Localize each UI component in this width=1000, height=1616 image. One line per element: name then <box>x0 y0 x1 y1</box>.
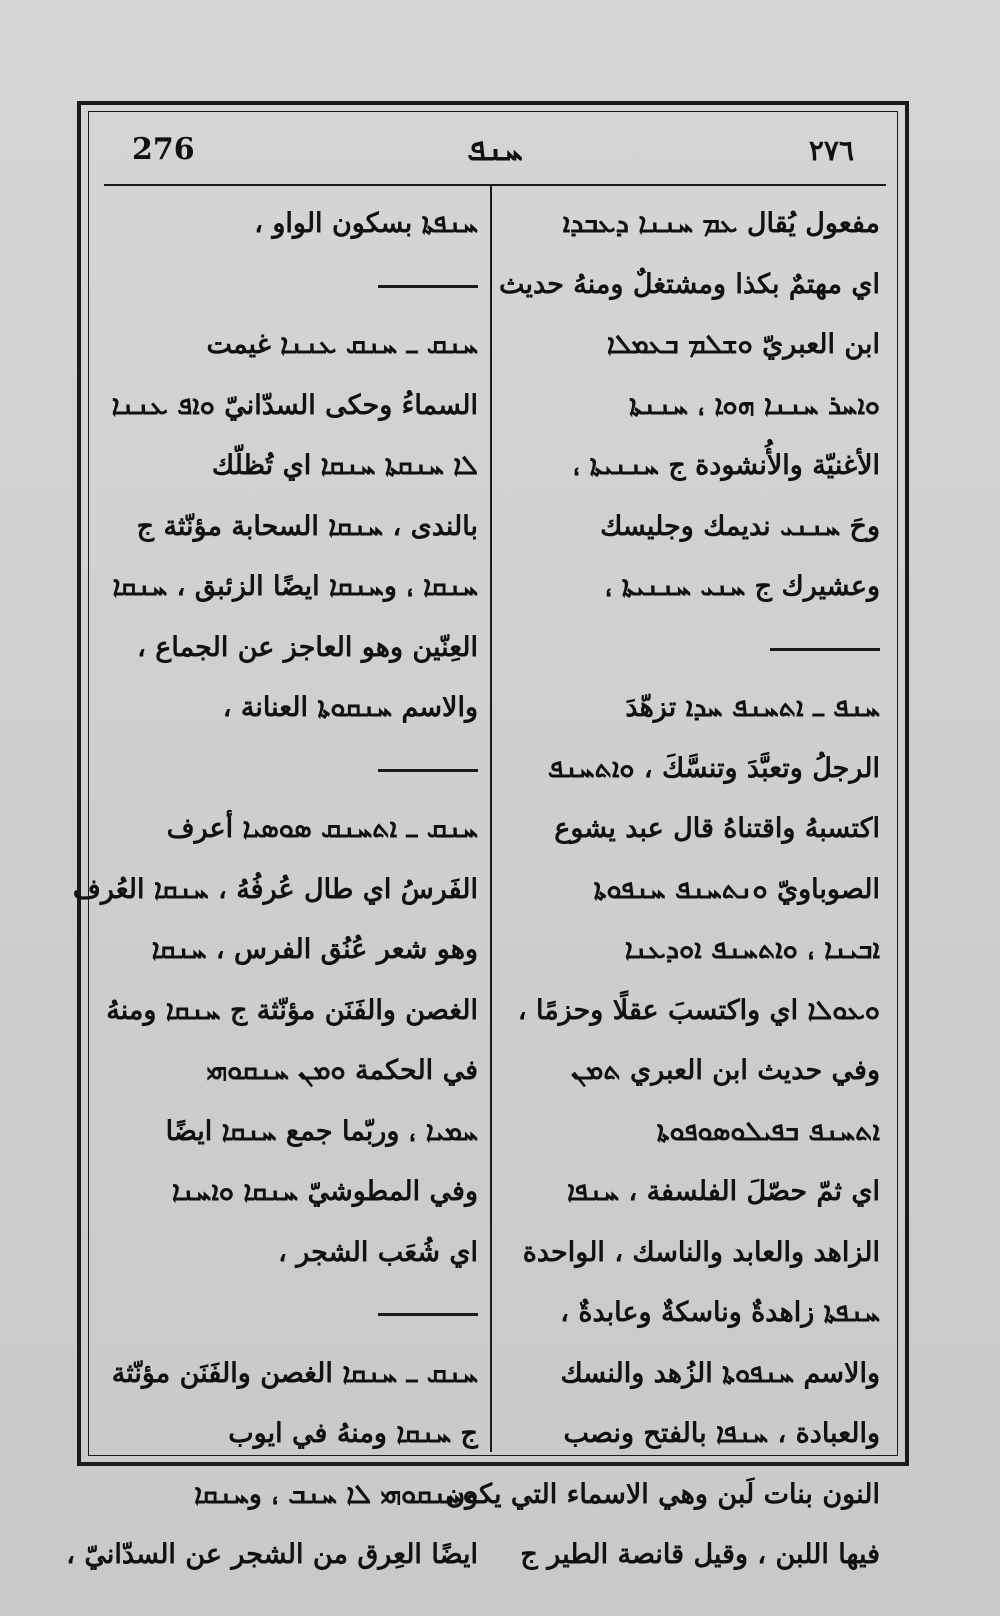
running-head: ܚܢܦ <box>467 130 523 168</box>
text-line: والاسم ܚܢܩܘܬܐ العنانة ، <box>222 692 478 723</box>
text-line: الزاهد والعابد والناسك ، الواحدة <box>522 1236 880 1268</box>
entry-separator <box>100 739 478 800</box>
text-line: وهو شعر عُنُق الفرس ، ܚܢܩܐ <box>151 934 478 965</box>
text-line: العِنّين وهو العاجز عن الجماع ، <box>137 631 478 663</box>
page-header <box>100 120 890 190</box>
text-line: والاسم ܚܢܦܘܬܐ الزُهد والنسك <box>560 1357 880 1389</box>
text-line: بالندى ، ܚܢܩܐ السحابة مؤنّثة ج <box>136 510 478 542</box>
text-line: وحَ ܚܢܢܝ نديمك وجليسك <box>600 510 880 542</box>
text-line: في الحكمة ܘܡܢ ܚܢܩܘܗܝ <box>206 1055 478 1086</box>
text-line: ܚܢܩܐ ، وܚܢܩܐ ايضًا الزئبق ، ܚܢܩܐ <box>112 571 478 602</box>
page-number-right: ٢٧٦ <box>808 134 854 167</box>
text-line: ܠܐ ܚܢܩܬܐ ܚܢܩܐ اي تُظلّك <box>211 450 478 481</box>
text-line: ܚܢܩ ـ ܐܬܚܢܩ ܣܘܣܝܐ أعرف <box>166 813 478 844</box>
text-line: ܐܒܝܢܐ ، ܘܐܬܚܢܦ ܐܘܕܥܢܐ <box>624 934 880 965</box>
text-line: ابن العبريّ ܘܫܠܡ ܒܥܡܠܐ <box>606 329 880 360</box>
text-line: النون بنات لَبن وهي الاسماء التي يكون <box>445 1478 880 1510</box>
text-line: ܐܬܚܢܦ ܒܦܝܠܘܣܘܦܘܬܐ <box>656 1115 880 1147</box>
text-line: ܚܡܝܐ ، وربّما جمع ܚܢܩܐ ايضًا <box>165 1115 478 1147</box>
entry-separator <box>100 1283 478 1344</box>
text-line: الغصن والفَنَن مؤنّثة ج ܚܢܩܐ ومنهُ <box>106 994 478 1026</box>
entry-separator <box>500 618 880 679</box>
text-line: والعبادة ، ܚܢܦܐ بالفتح ونصب <box>563 1418 880 1449</box>
text-line: ايضًا العِرق من الشجر عن السدّانيّ ، <box>66 1539 478 1570</box>
text-line: ܚܢܩ ـ ܚܢܩܐ الغصن والفَنَن مؤنّثة <box>111 1357 478 1389</box>
header-rule <box>104 184 886 186</box>
text-line: اي مهتمٌ بكذا ومشتغلٌ ومنهُ حديث <box>499 268 880 300</box>
text-line: وعشيرك ج ܚܢܝ ܚܢܢܝܬܐ ، <box>604 571 880 602</box>
text-line: فيها اللبن ، وقيل قانصة الطير ج <box>520 1539 880 1570</box>
text-line: السماءُ وحكى السدّانيّ ܘܐܦ ܥܢܢܐ <box>111 389 478 421</box>
text-line: ج ܚܢܩܐ ومنهُ في ايوب <box>228 1418 478 1449</box>
right-column <box>445 194 880 1570</box>
text-line: الفَرسُ اي طال عُرفُهُ ، ܚܢܩܐ العُرف <box>72 873 478 905</box>
text-line: اي ثمّ حصّلَ الفلسفة ، ܚܢܦܐ <box>566 1176 880 1207</box>
left-column <box>66 194 478 1570</box>
text-line: الصوباويّ ܘܢܬܚܢܦ ܚܢܦܘܬܐ <box>593 873 880 905</box>
text-line: اكتسبهُ واقتناهُ قال عبد يشوع <box>554 813 880 844</box>
text-line: الرجلُ وتعبَّدَ وتنسَّكَ ، ܘܐܬܚܢܦ <box>547 752 880 784</box>
text-line: وفي المطوشيّ ܚܢܩܐ ܘܐܚܢܐ <box>171 1176 478 1207</box>
column-divider <box>490 186 492 1452</box>
text-line: ܚܢܦܬܐ زاهدةٌ وناسكةٌ وعابدةٌ ، <box>560 1297 880 1328</box>
text-line: ܚܢܦ ـ ܐܬܚܢܦ ܚܕܐ تزهّدَ <box>625 692 880 723</box>
text-line: ܚܢܦܬܐ بسكون الواو ، <box>254 208 478 239</box>
page-number-left: 276 <box>132 132 195 167</box>
text-line: ܘܥܘܠܐ اي واكتسبَ عقلًا وحزمًا ، <box>517 994 880 1026</box>
text-line: ܘܚܢܩܘܗܝ ܠܐ ܚܢܒ ، وܚܢܩܐ <box>194 1478 478 1510</box>
text-line: الأغنيّة والأُنشودة ج ܚܢܢܝܬܐ ، <box>572 450 880 481</box>
text-line: مفعول يُقال ܥܡ ܚܢܢܐ ܕܥܒܕܐ <box>562 208 880 239</box>
text-line: اي شُعَب الشجر ، <box>278 1236 478 1268</box>
text-line: وفي حديث ابن العبري ܬܡܢ <box>571 1055 880 1086</box>
text-line: ܘܐܚܪ ܚܢܢܐ ܗܘܐ ، ܚܢܢܬܐ <box>629 389 880 421</box>
text-line: ܚܢܩ ـ ܚܢܩ ܥܢܢܐ غيمت <box>206 329 478 360</box>
entry-separator <box>100 255 478 316</box>
